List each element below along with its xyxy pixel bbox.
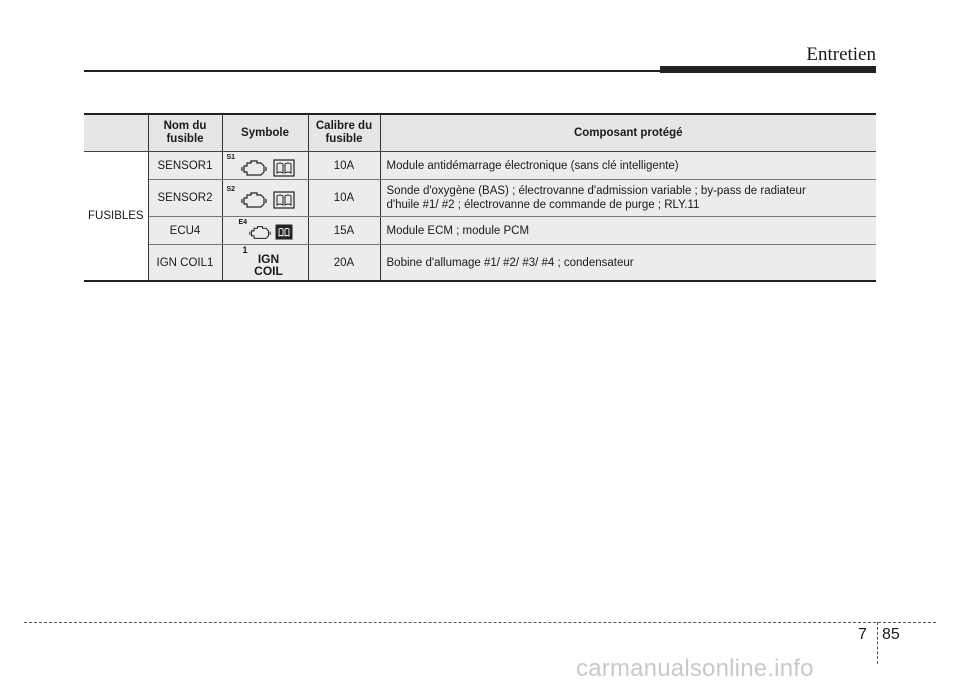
header-symbol: Symbole [222, 114, 308, 152]
fuse-symbol [222, 217, 308, 245]
fuse-table [84, 113, 876, 282]
header-rule-thin [84, 70, 660, 72]
symbol-code: S2 [226, 186, 236, 193]
chapter-number: 7 [858, 626, 867, 643]
header-rule-thick [660, 66, 876, 73]
engine-icon [241, 192, 267, 208]
symbol-code: 1 [242, 245, 248, 255]
header-rating: Calibre du fusible [308, 114, 380, 152]
watermark: carmanualsonline.info [576, 655, 814, 682]
table-row [84, 245, 876, 282]
manual-icon [273, 191, 295, 209]
symbol-code: S1 [226, 154, 236, 161]
ign-coil-symbol: IGN COIL [254, 252, 283, 278]
table-header-row [84, 114, 876, 152]
fuse-component: Bobine d'allumage #1/ #2/ #3/ #4 ; condensateur [380, 245, 876, 282]
fuse-component: Module antidémarrage électronique (sans clé intelligente) [380, 152, 876, 180]
header-group [84, 114, 148, 152]
fuse-name: SENSOR1 [148, 152, 222, 180]
fuse-component: Module ECM ; module PCM [380, 217, 876, 245]
fuse-name: SENSOR2 [148, 180, 222, 217]
header-name: Nom du fusible [148, 114, 222, 152]
fuse-rating: 10A [308, 180, 380, 217]
fuse-component: Sonde d'oxygène (BAS) ; électrovanne d'admission variable ; by-pass de radiateur d'huile #1/ #2 ; électrovanne de commande de purge ; RLY.11 [380, 180, 876, 217]
header-component: Composant protégé [380, 114, 876, 152]
fuse-name: ECU4 [148, 217, 222, 245]
fuse-symbol [222, 152, 308, 180]
fuse-symbol [222, 180, 308, 217]
engine-icon [249, 225, 271, 240]
fuse-rating: 10A [308, 152, 380, 180]
fuse-rating: 20A [308, 245, 380, 282]
table-row [84, 180, 876, 217]
group-label: FUSIBLES [84, 152, 148, 282]
table-row [84, 217, 876, 245]
fuse-rating: 15A [308, 217, 380, 245]
engine-icon [241, 160, 267, 176]
footer-dashed-divider [877, 622, 878, 664]
manual-icon [273, 159, 295, 177]
ecu-icon [275, 224, 293, 240]
page-number: 85 [882, 626, 900, 643]
fuse-name: IGN COIL1 [148, 245, 222, 282]
header-title: Entretien [806, 44, 876, 65]
footer-dashed-rule [24, 622, 936, 623]
fuse-symbol [222, 245, 308, 282]
symbol-code: E4 [238, 219, 248, 226]
table-row [84, 152, 876, 180]
